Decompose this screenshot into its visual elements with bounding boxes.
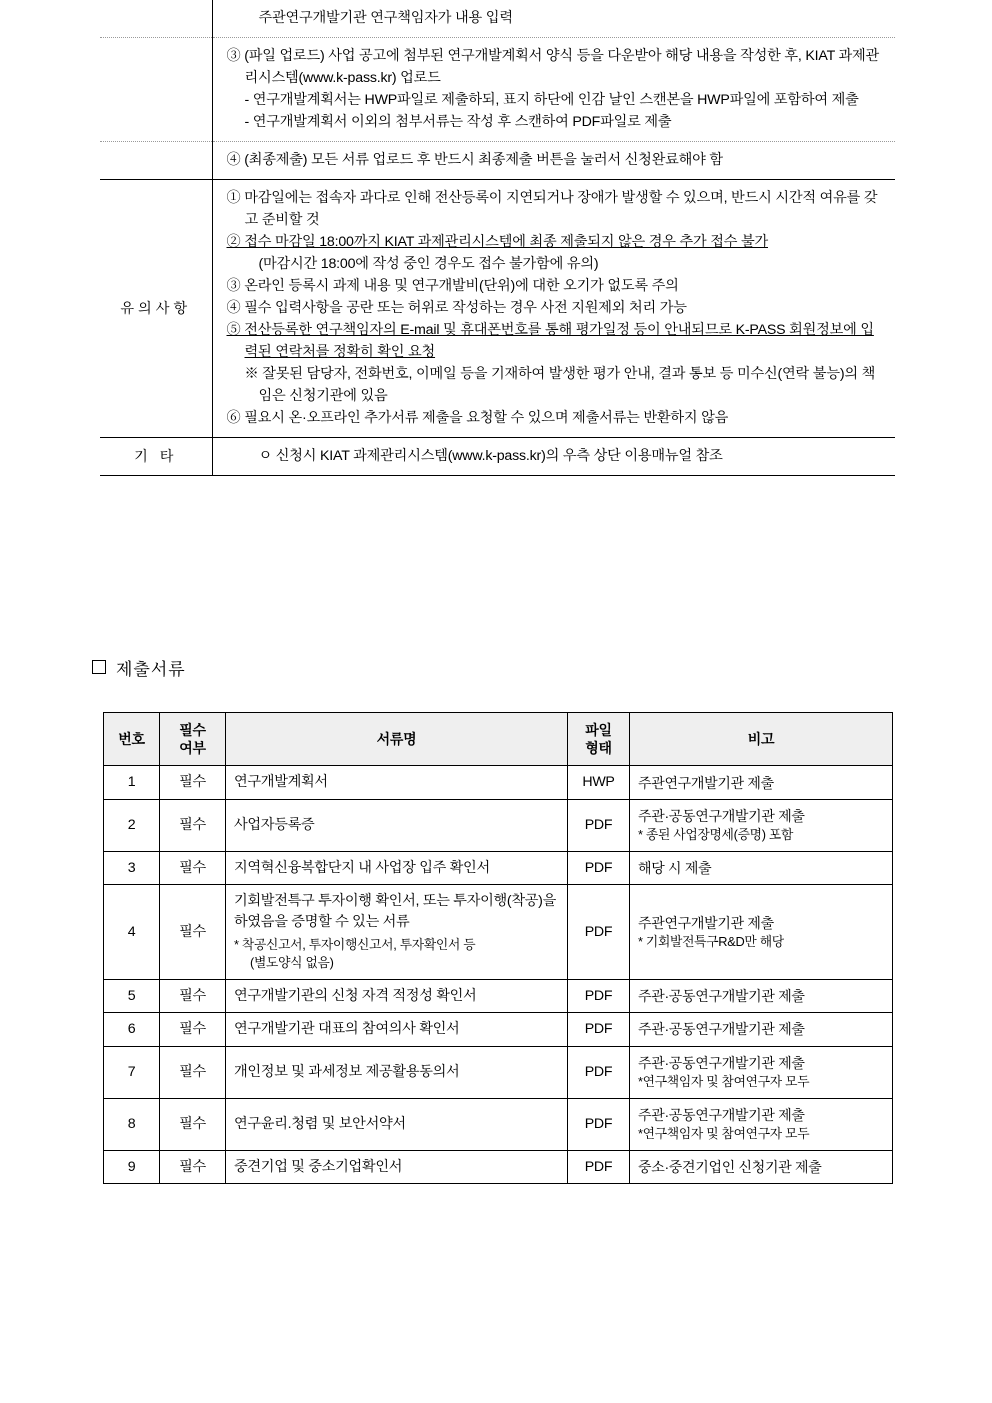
docs-header-remark: 비고 <box>630 713 893 766</box>
notice-row-3-label <box>100 142 212 180</box>
doc-remark-3 <box>630 851 893 885</box>
doc-remark-8-text: 주관·공동연구개발기관 제출 <box>638 1106 805 1123</box>
doc-required-2: 필수 <box>160 799 226 851</box>
notice-row-2-content <box>212 38 895 142</box>
caution-item-2-sub: (마감시간 18:00에 작성 중인 경우도 접수 불가함에 유의) <box>258 256 599 272</box>
doc-name-8 <box>226 1098 568 1150</box>
doc-no-8: 8 <box>104 1098 160 1150</box>
notice-row-2-line-1: ③ (파일 업로드) 사업 공고에 첨부된 연구개발계획서 양식 등을 다운받아 해당 내용을 작성한 후, KIAT 과제관리시스템(www.k-pass.kr) 업로드 <box>226 48 880 86</box>
notice-row-3 <box>100 142 895 180</box>
doc-filetype-2: PDF <box>568 799 630 851</box>
caution-item-1: ① 마감일에는 접속자 과다로 인해 전산등록이 지연되거나 장애가 발생할 수 있으며, 반드시 시간적 여유를 갖고 준비할 것 <box>226 190 878 228</box>
notice-row-2-line-3: - 연구개발계획서 이외의 첨부서류는 작성 후 스캔하여 PDF파일로 제출 <box>244 114 672 130</box>
caution-row-content <box>212 180 895 438</box>
table-row <box>104 1150 893 1184</box>
notice-row-3-line-1: ④ (최종제출) 모든 서류 업로드 후 반드시 최종제출 버튼을 눌러서 신청완료해야 함 <box>226 152 723 168</box>
table-row <box>104 1013 893 1047</box>
notice-row-2 <box>100 38 895 142</box>
doc-name-5 <box>226 979 568 1013</box>
docs-header-required <box>160 713 226 766</box>
etc-row-content <box>212 438 895 476</box>
table-row <box>104 851 893 885</box>
docs-header-required-line2: 여부 <box>179 740 206 757</box>
doc-no-7: 7 <box>104 1046 160 1098</box>
doc-remark-9-text: 중소·중견기업인 신청기관 제출 <box>638 1158 822 1175</box>
caution-item-6: ⑥ 필요시 온·오프라인 추가서류 제출을 요청할 수 있으며 제출서류는 반환하지 않음 <box>226 410 729 426</box>
table-row <box>104 1098 893 1150</box>
doc-name-8-text: 연구윤리.청렴 및 보안서약서 <box>234 1115 406 1132</box>
doc-remark-2-note: * 종된 사업장명세(증명) 포함 <box>638 827 794 843</box>
doc-required-9: 필수 <box>160 1150 226 1184</box>
application-notice-table <box>100 0 895 476</box>
etc-row-text: ㅇ 신청시 KIAT 과제관리시스템(www.k-pass.kr)의 우측 상단 이용매뉴얼 참조 <box>258 448 723 464</box>
doc-name-3 <box>226 851 568 885</box>
doc-remark-4 <box>630 885 893 979</box>
submission-docs-table-wrap <box>103 712 893 1184</box>
doc-remark-9 <box>630 1150 893 1184</box>
submission-docs-heading-text: 제출서류 <box>116 660 186 679</box>
doc-no-5: 5 <box>104 979 160 1013</box>
doc-name-9 <box>226 1150 568 1184</box>
caution-row-label: 유의사항 <box>100 180 212 438</box>
doc-no-1: 1 <box>104 766 160 800</box>
doc-name-1 <box>226 766 568 800</box>
doc-required-1: 필수 <box>160 766 226 800</box>
doc-filetype-7: PDF <box>568 1046 630 1098</box>
etc-row-label: 기 타 <box>100 438 212 476</box>
doc-filetype-3: PDF <box>568 851 630 885</box>
doc-required-7: 필수 <box>160 1046 226 1098</box>
notice-row-etc <box>100 438 895 476</box>
doc-filetype-4: PDF <box>568 885 630 979</box>
doc-name-4-note2: (별도양식 없음) <box>250 955 334 971</box>
doc-no-4: 4 <box>104 885 160 979</box>
doc-required-5: 필수 <box>160 979 226 1013</box>
doc-remark-5-text: 주관·공동연구개발기관 제출 <box>638 987 805 1004</box>
table-row <box>104 1046 893 1098</box>
docs-header-filetype-line2: 형태 <box>585 740 612 757</box>
docs-header-required-line1: 필수 <box>179 722 206 738</box>
doc-remark-7-text: 주관·공동연구개발기관 제출 <box>638 1054 805 1071</box>
doc-no-2: 2 <box>104 799 160 851</box>
docs-table-header-row <box>104 713 893 766</box>
doc-remark-2 <box>630 799 893 851</box>
doc-name-2 <box>226 799 568 851</box>
doc-required-4: 필수 <box>160 885 226 979</box>
doc-filetype-5: PDF <box>568 979 630 1013</box>
doc-filetype-9: PDF <box>568 1150 630 1184</box>
doc-name-2-text: 사업자등록증 <box>234 817 315 834</box>
notice-row-1-line-1: 주관연구개발기관 연구책임자가 내용 입력 <box>258 10 513 26</box>
doc-remark-1-text: 주관연구개발기관 제출 <box>638 774 774 791</box>
doc-no-9: 9 <box>104 1150 160 1184</box>
doc-remark-2-text: 주관·공동연구개발기관 제출 <box>638 807 805 824</box>
square-bullet-icon <box>92 660 106 674</box>
caution-item-5-note: ※ 잘못된 담당자, 전화번호, 이메일 등을 기재하여 발생한 평가 안내, 결과 통보 등 미수신(연락 불능)의 책임은 신청기관에 있음 <box>244 366 876 404</box>
doc-filetype-8: PDF <box>568 1098 630 1150</box>
docs-header-no: 번호 <box>104 713 160 766</box>
doc-remark-1 <box>630 766 893 800</box>
doc-name-7-text: 개인정보 및 과세정보 제공활용동의서 <box>234 1064 460 1080</box>
caution-item-4: ④ 필수 입력사항을 공란 또는 허위로 작성하는 경우 사전 지원제외 처리 가능 <box>226 300 687 316</box>
doc-name-4 <box>226 885 568 979</box>
docs-header-filetype <box>568 713 630 766</box>
doc-no-6: 6 <box>104 1013 160 1047</box>
caution-item-5: ⑤ 전산등록한 연구책임자의 E-mail 및 휴대폰번호를 통해 평가일정 등이 안내되므로 K-PASS 회원정보에 입력된 연락처를 정확히 확인 요청 <box>226 322 874 360</box>
doc-name-6 <box>226 1013 568 1047</box>
caution-item-3: ③ 온라인 등록시 과제 내용 및 연구개발비(단위)에 대한 오기가 없도록 주의 <box>226 278 679 294</box>
notice-row-1 <box>100 0 895 38</box>
doc-name-9-text: 중견기업 및 중소기업확인서 <box>234 1158 403 1175</box>
doc-remark-6 <box>630 1013 893 1047</box>
docs-header-docname: 서류명 <box>226 713 568 766</box>
doc-name-4-note: * 착공신고서, 투자이행신고서, 투자확인서 등 <box>234 936 476 952</box>
doc-name-6-text: 연구개발기관 대표의 참여의사 확인서 <box>234 1021 460 1038</box>
doc-filetype-1: HWP <box>568 766 630 800</box>
notice-row-1-label <box>100 0 212 38</box>
doc-no-3: 3 <box>104 851 160 885</box>
doc-required-8: 필수 <box>160 1098 226 1150</box>
submission-docs-heading <box>92 655 186 680</box>
doc-remark-6-text: 주관·공동연구개발기관 제출 <box>638 1021 805 1038</box>
doc-remark-8 <box>630 1098 893 1150</box>
doc-required-6: 필수 <box>160 1013 226 1047</box>
doc-name-5-text: 연구개발기관의 신청 자격 적정성 확인서 <box>234 987 477 1004</box>
doc-name-4-text: 기회발전특구 투자이행 확인서, 또는 투자이행(착공)을 하였음을 증명할 수 있는 서류 <box>234 893 556 930</box>
doc-name-3-text: 지역혁신융복합단지 내 사업장 입주 확인서 <box>234 859 490 876</box>
doc-remark-4-text: 주관연구개발기관 제출 <box>638 914 774 931</box>
notice-row-3-content <box>212 142 895 180</box>
caution-item-2: ② 접수 마감일 18:00까지 KIAT 과제관리시스템에 최종 제출되지 않은 경우 추가 접수 불가 <box>226 234 768 250</box>
doc-remark-7-note: *연구책임자 및 참여연구자 모두 <box>638 1074 810 1090</box>
doc-name-1-text: 연구개발계획서 <box>234 774 328 791</box>
notice-row-1-content <box>212 0 895 38</box>
doc-remark-3-text: 해당 시 제출 <box>638 859 712 876</box>
doc-remark-5 <box>630 979 893 1013</box>
docs-header-filetype-line1: 파일 <box>585 722 612 738</box>
table-row <box>104 799 893 851</box>
doc-remark-7 <box>630 1046 893 1098</box>
doc-filetype-6: PDF <box>568 1013 630 1047</box>
doc-remark-4-note: * 기회발전특구R&D만 해당 <box>638 933 784 949</box>
table-row <box>104 766 893 800</box>
submission-docs-table <box>103 712 893 1184</box>
table-row <box>104 885 893 979</box>
doc-remark-8-note: *연구책임자 및 참여연구자 모두 <box>638 1126 810 1142</box>
notice-row-2-label <box>100 38 212 142</box>
notice-row-2-line-2: - 연구개발계획서는 HWP파일로 제출하되, 표지 하단에 인감 날인 스캔본을 HWP파일에 포함하여 제출 <box>244 92 859 108</box>
notice-row-caution <box>100 180 895 438</box>
doc-name-7 <box>226 1046 568 1098</box>
table-row <box>104 979 893 1013</box>
doc-required-3: 필수 <box>160 851 226 885</box>
